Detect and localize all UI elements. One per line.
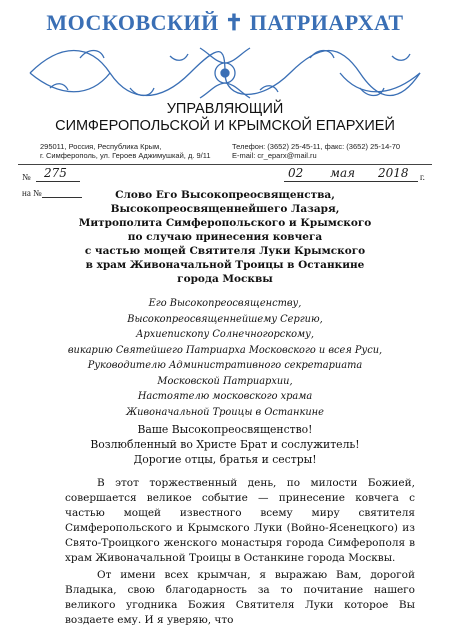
addressee-line: Высокопреосвященнейшему Сергию, <box>127 313 323 325</box>
date-day: 02 <box>288 166 304 180</box>
greeting-line: Дорогие отцы, братья и сестры! <box>133 453 317 466</box>
email-line: E-mail: cr_eparx@mail.ru <box>232 151 317 160</box>
number-underline <box>36 181 80 182</box>
addressee-line: викарию Святейшего Патриарха Московского и всея Руси, <box>67 344 383 356</box>
address-line: г. Симферополь, ул. Героев Аджимушкай, д. 9/11 <box>40 151 211 160</box>
phone-line: Телефон: (3652) 25-45-11, факс: (3652) 25-14-70 <box>232 142 401 151</box>
body-paragraph: От имени всех крымчан, я выражаю Вам, дорогой Владыка, свою благодарность за то почитание нашего великого угодника Божия Святителя Луки которое Вы воздаете ему. И я уверяю, что <box>65 569 415 626</box>
greeting-line: Ваше Высокопреосвященство! <box>137 423 313 436</box>
heading-line: Слово Его Высокопреосвященства, <box>115 189 335 201</box>
phone-block <box>232 142 400 160</box>
addressee-line: Его Высокопреосвященству, <box>148 298 302 309</box>
date-year: 2018 <box>378 166 409 180</box>
date-suffix: г. <box>420 172 425 182</box>
address-block <box>40 142 211 160</box>
addressee-line: Руководителю Административного секретариата <box>87 360 363 371</box>
date-underline <box>284 181 418 182</box>
floral-ornament-icon <box>20 38 430 108</box>
greeting-block <box>50 422 400 467</box>
addressee-line: Живоначальной Троицы в Останкине <box>126 406 324 418</box>
issuer-line-1: УПРАВЛЯЮЩИЙ <box>166 101 284 117</box>
number-label: № <box>22 172 31 182</box>
divider <box>18 164 432 165</box>
patriarchate-title: МОСКОВСКИЙ ✝ ПАТРИАРХАТ <box>46 10 404 35</box>
letterhead <box>0 0 450 134</box>
heading-line: с частью мощей Святителя Луки Крымского <box>84 245 366 257</box>
heading-line: в храм Живоначальной Троицы в Останкине <box>85 259 365 271</box>
date-month: мая <box>330 166 356 180</box>
heading-line: города Москвы <box>177 273 273 285</box>
addressee-line: Настоятелю московского храма <box>137 391 313 402</box>
ref-label: на № <box>22 188 42 198</box>
addressee-block <box>50 296 400 420</box>
heading-line: по случаю принесения ковчега <box>127 231 323 243</box>
body-paragraph: В этот торжественный день, по милости Божией, совершается великое событие — принесение ковчега с частью мощей известного всему миру святителя Симферопольского и Крымского Луки (Войно-Ясенецкого) из Свято-Троицкого женского монастыря города Симферополя в храм Живоначальной Троицы в Останкине города Москвы. <box>65 477 415 564</box>
document-heading <box>60 188 390 286</box>
heading-line: Митрополита Симферопольского и Крымского <box>78 217 372 229</box>
addressee-line: Архиепископу Солнечногорскому, <box>136 329 314 340</box>
issuer-line-2: СИМФЕРОПОЛЬСКОЙ И КРЫМСКОЙ ЕПАРХИЕЙ <box>55 118 395 134</box>
addressee-line: Московской Патриархии, <box>157 375 293 387</box>
number-value: 275 <box>44 166 67 180</box>
address-line: 295011, Россия, Республика Крым, <box>40 142 162 151</box>
heading-line: Высокопреосвященнейшего Лазаря, <box>110 203 340 215</box>
greeting-line: Возлюбленный во Христе Брат и сослужитель! <box>90 438 360 451</box>
